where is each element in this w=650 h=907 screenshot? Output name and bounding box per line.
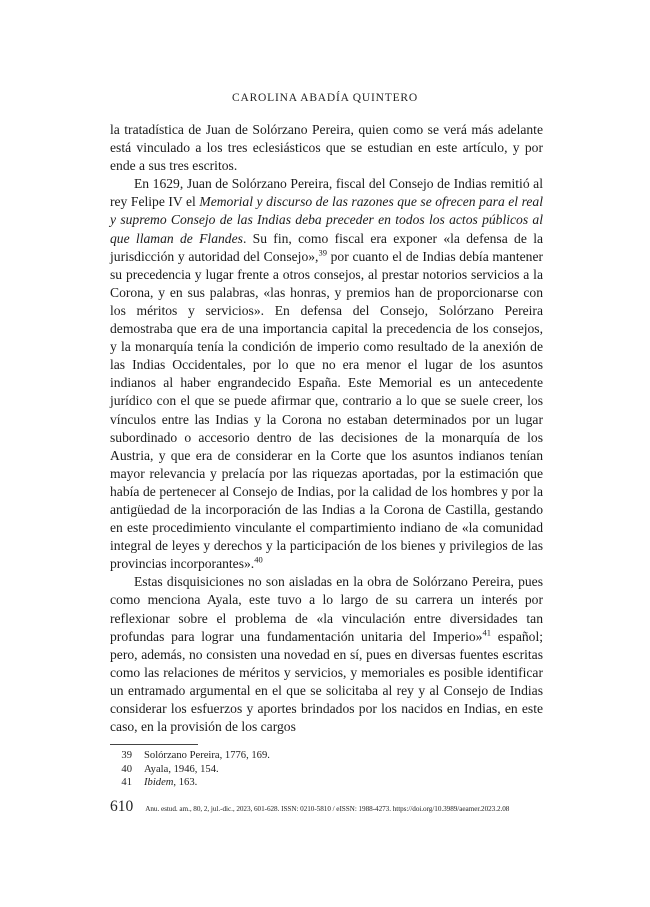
page-footer <box>110 798 543 816</box>
journal-citation: Anu. estud. am., 80, 2, jul.-dic., 2023, 601-628. ISSN: 0210-5810 / eISSN: 1988-4273. https://doi.org/10.3989/aeamer.2023.2.08 <box>145 805 510 813</box>
page-number: 610 <box>110 798 134 815</box>
footnote-number: 41 <box>121 777 132 789</box>
footnote-ref-39[interactable]: 39 <box>318 247 327 258</box>
paragraph-2-text-c: por cuanto el de Indias debía mantener su precedencia y lugar frente a otros consejos, al prestar notorios servicios a la Corona, y en sus palabras, «las honras, y premios han de proporcionarse con los méritos y servicios». En defensa del Consejo, Solórzano Pereira demostraba que era de una importancia capital la precedencia de los consejos, y la monarquía tenía la condición de imperio como resultado de la anexión de las Indias Occidentales, por lo que no era menor el lugar de los asuntos indianos al haber engrandecido España. Este Memorial es un antecedente jurídico con el que se puede afirmar que, contrario a lo que se suele creer, los vínculos entre las Indias y la Corona no estaban determinados por un lugar subordinado o accesorio dentro de las decisiones de la monarquía de los Austria, y que era de considerar en la Corte que los asuntos indianos tenían mayor relevancia y prelacía por las riquezas aportadas, por la estimación que había de pertenecer al Consejo de Indias, por la calidad de los hombres y por la antigüedad de la incorporación de las Indias a la Corona de Castilla, gestando en este procedimiento vinculante el compartimiento indiano de «la comunidad integral de leyes y derechos y la participación de los bienes y privilegios de las provincias incorporantes». <box>110 248 544 572</box>
body-text <box>110 121 543 736</box>
paragraph-2-text-b: . Su fin, como fiscal era exponer «la defensa de la jurisdicción y autoridad del Consejo», <box>110 230 544 264</box>
footnotes <box>110 749 543 790</box>
footnote-ref-40[interactable]: 40 <box>254 554 263 565</box>
footnote-text-rest: , 163. <box>173 777 198 789</box>
footnote-ibidem: Ibidem <box>144 777 174 789</box>
footnote-41 <box>110 776 543 790</box>
paragraph-3-text-b: español; pero, además, no consisten una novedad en sí, pues en diversas fuentes escritas como las relaciones de méritos y servicios, y memoriales es posible identificar un entramado argumental en el que se solicitaba al rey y al Consejo de Indias considerar los esfuerzos y aportes brindados por los nacidos en Indias, en este caso, en la provisión de los cargos <box>110 628 543 735</box>
footnote-text <box>144 776 197 790</box>
paragraph-1-text: la tratadística de Juan de Solórzano Pereira, quien como se verá más adelante está vinculado a los tres eclesiásticos que se estudian en este artículo, y por ende a sus tres escritos. <box>110 122 543 174</box>
paragraph-1 <box>110 121 543 175</box>
paragraph-3-text-a: Estas disquisiciones no son aisladas en la obra de Solórzano Pereira, pues como menciona Ayala, este tuvo a lo largo de su carrera un interés por reflexionar sobre el problema de «la vinculación entre diversidades tan profundas para lograr una fundamentación unitaria del Imperio» <box>110 574 543 644</box>
footnote-text: Ayala, 1946, 154. <box>144 763 219 775</box>
running-head: CAROLINA ABADÍA QUINTERO <box>232 92 418 104</box>
paragraph-2 <box>110 175 543 573</box>
paragraph-2-text-a: En 1629, Juan de Solórzano Pereira, fiscal del Consejo de Indias remitió al rey Felipe IV el <box>110 176 543 210</box>
footnote-text: Solórzano Pereira, 1776, 169. <box>144 750 270 761</box>
footnote-number: 39 <box>121 750 132 761</box>
footnote-divider <box>110 744 198 745</box>
footnote-39 <box>110 749 543 763</box>
footnote-ref-41[interactable]: 41 <box>482 627 491 638</box>
footnote-number: 40 <box>121 763 132 775</box>
paragraph-3 <box>110 573 543 736</box>
memorial-title: Memorial y discurso de las razones que se ofrecen para el real y supremo Consejo de las Indias deba preceder en todos los actos públicos al que llaman de Flandes <box>110 194 543 246</box>
footnote-40 <box>110 763 543 777</box>
